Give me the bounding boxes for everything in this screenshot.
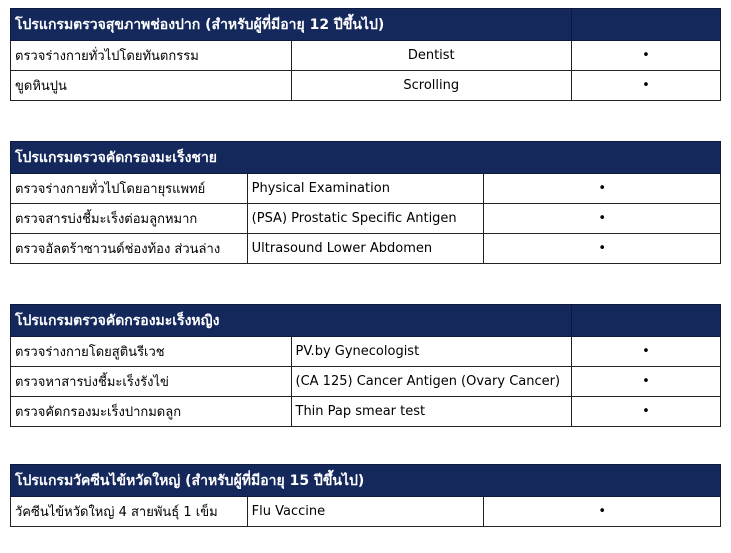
section-header (11, 305, 721, 337)
detail-cell: Thin Pap smear test (291, 397, 572, 427)
bullet-mark: • (572, 71, 721, 101)
detail-cell: Flu Vaccine (247, 497, 484, 527)
item-cell: ตรวจสารบ่งชี้มะเร็งต่อมลูกหมาก (11, 204, 248, 234)
bullet-mark: • (484, 174, 721, 204)
female-cancer-screening-table (10, 304, 721, 427)
item-cell: ตรวจหาสารบ่งชี้มะเร็งรังไข่ (11, 367, 292, 397)
table-row (11, 71, 721, 101)
table-row (11, 367, 721, 397)
table-row (11, 174, 721, 204)
bullet-mark: • (572, 337, 721, 367)
section-header (11, 465, 721, 497)
header-blank-cell (572, 305, 721, 337)
detail-cell: Dentist (291, 41, 572, 71)
detail-cell: Scrolling (291, 71, 572, 101)
table-row (11, 41, 721, 71)
detail-cell: Ultrasound Lower Abdomen (247, 234, 484, 264)
bullet-mark: • (484, 497, 721, 527)
detail-cell: (CA 125) Cancer Antigen (Ovary Cancer) (291, 367, 572, 397)
bullet-mark: • (572, 367, 721, 397)
male-cancer-screening-table (10, 141, 721, 264)
item-cell: ตรวจคัดกรองมะเร็งปากมดลูก (11, 397, 292, 427)
table-row (11, 397, 721, 427)
item-cell: ตรวจอัลตร้าซาวนด์ช่องท้อง ส่วนล่าง (11, 234, 248, 264)
detail-cell: PV.by Gynecologist (291, 337, 572, 367)
section-title: โปรแกรมตรวจคัดกรองมะเร็งหญิง (11, 305, 572, 337)
item-cell: ตรวจร่างกายโดยสูตินรีเวช (11, 337, 292, 367)
flu-vaccine-table (10, 464, 721, 527)
detail-cell: Physical Examination (247, 174, 484, 204)
bullet-mark: • (484, 204, 721, 234)
item-cell: ขูดหินปูน (11, 71, 292, 101)
section-title: โปรแกรมวัคซีนไข้หวัดใหญ่ (สำหรับผู้ที่มีอายุ 15 ปีขึ้นไป) (11, 465, 721, 497)
dental-program-table (10, 8, 721, 101)
bullet-mark: • (484, 234, 721, 264)
detail-cell: (PSA) Prostatic Specific Antigen (247, 204, 484, 234)
section-header (11, 142, 721, 174)
item-cell: วัคซีนไข้หวัดใหญ่ 4 สายพันธุ์ 1 เข็ม (11, 497, 248, 527)
header-blank-cell (572, 9, 721, 41)
table-row (11, 337, 721, 367)
item-cell: ตรวจร่างกายทั่วไปโดยทันตกรรม (11, 41, 292, 71)
table-row (11, 497, 721, 527)
bullet-mark: • (572, 41, 721, 71)
bullet-mark: • (572, 397, 721, 427)
section-header (11, 9, 721, 41)
section-title: โปรแกรมตรวจสุขภาพช่องปาก (สำหรับผู้ที่มีอายุ 12 ปีขึ้นไป) (11, 9, 572, 41)
section-title: โปรแกรมตรวจคัดกรองมะเร็งชาย (11, 142, 721, 174)
item-cell: ตรวจร่างกายทั่วไปโดยอายุรแพทย์ (11, 174, 248, 204)
table-row (11, 234, 721, 264)
table-row (11, 204, 721, 234)
